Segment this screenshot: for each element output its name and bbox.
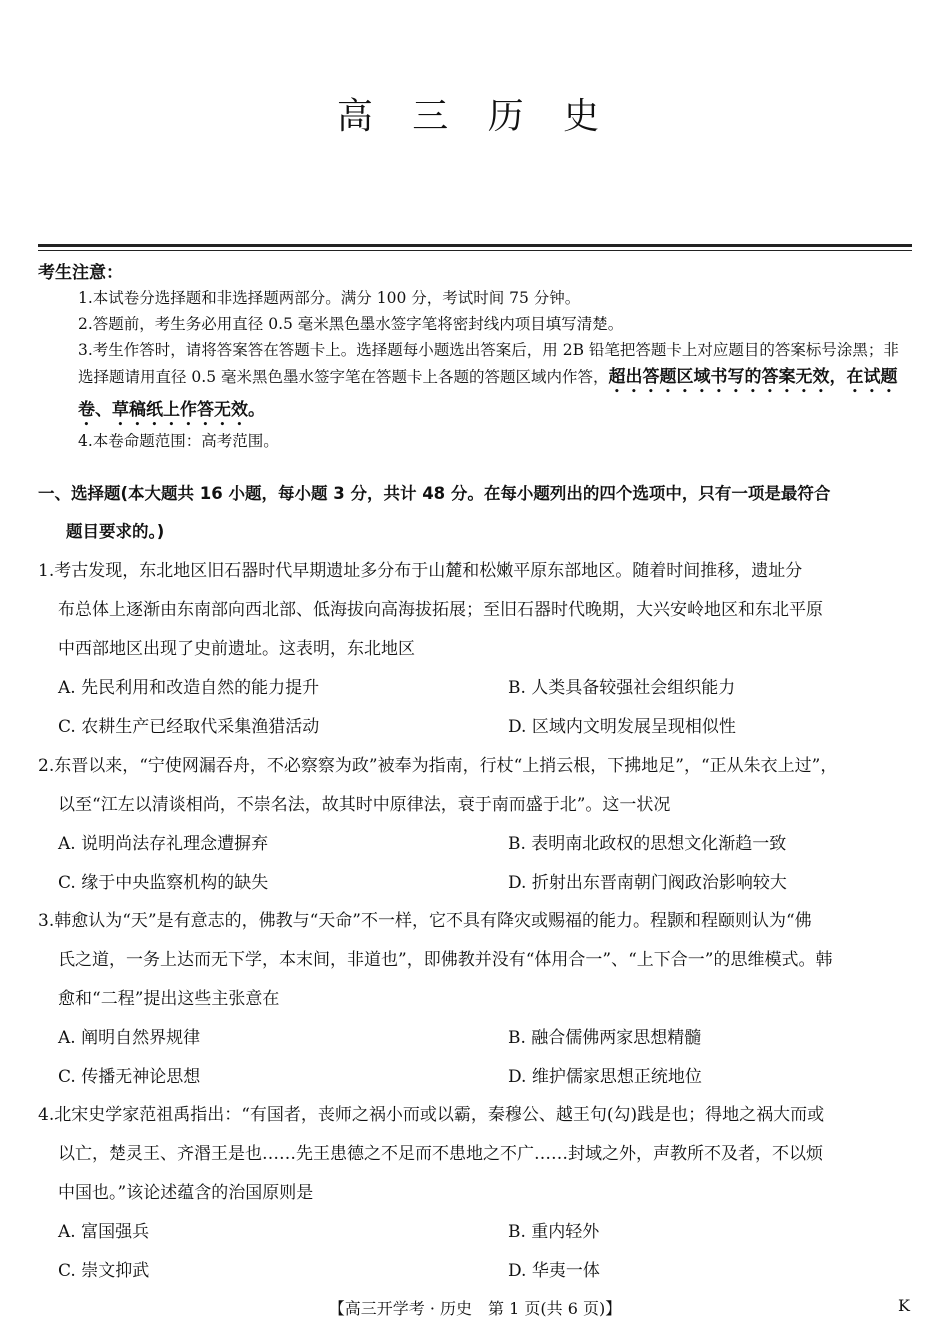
question-2-option-c[interactable]: C. 缘于中央监察机构的缺失 xyxy=(58,873,269,893)
question-2-line-2: 以至“江左以清谈相尚，不崇名法，故其时中原律法，衰于南而盛于北”。这一状况 xyxy=(58,795,671,815)
question-1-option-a[interactable]: A. 先民利用和改造自然的能力提升 xyxy=(58,678,320,698)
question-4-option-c[interactable]: C. 崇文抑武 xyxy=(58,1261,150,1281)
page-footer: 【高三开学考 · 历史 第 1 页(共 6 页)】 xyxy=(328,1299,622,1318)
notice-heading: 考生注意： xyxy=(38,263,123,283)
question-3-option-c[interactable]: C. 传播无神论思想 xyxy=(58,1067,201,1087)
header-rule-thick xyxy=(38,244,912,247)
question-3-option-b[interactable]: B. 融合儒佛两家思想精髓 xyxy=(508,1028,702,1048)
question-2-line-1: 2.东晋以来，“宁使网漏吞舟，不必察察为政”被奉为指南，行杖“上捎云根，下拂地足”，“正从朱衣上过”， xyxy=(38,756,838,776)
question-1-line-2: 布总体上逐渐由东南部向西北部、低海拔向高海拔拓展；至旧石器时代晚期，大兴安岭地区和东北平原 xyxy=(58,600,823,620)
question-3-line-3: 愈和“二程”提出这些主张意在 xyxy=(58,989,280,1009)
notice-item-3-emphasis: 超出答题区域书写的答案无效，在试题卷、草稿纸上作答无效。 xyxy=(78,366,898,420)
question-3-option-a[interactable]: A. 阐明自然界规律 xyxy=(58,1028,201,1048)
page-title: 高 三 历 史 xyxy=(336,96,614,137)
question-1-line-1: 1.考古发现，东北地区旧石器时代早期遗址多分布于山麓和松嫩平原东部地区。随着时间推移，遗址分 xyxy=(38,561,803,581)
question-1-option-d[interactable]: D. 区域内文明发展呈现相似性 xyxy=(508,717,736,737)
question-2-option-b[interactable]: B. 表明南北政权的思想文化渐趋一致 xyxy=(508,834,787,854)
section-heading-line-1: 一、选择题(本大题共 16 小题，每小题 3 分，共计 48 分。在每小题列出的四个选项中，只有一项是最符合 xyxy=(38,484,831,503)
question-4-option-b[interactable]: B. 重内轻外 xyxy=(508,1222,600,1242)
question-4-line-3: 中国也。”该论述蕴含的治国原则是 xyxy=(58,1183,314,1203)
notice-item-3-text: 3.考生作答时，请将答案答在答题卡上。选择题每小题选出答案后，用 2B 铅笔把答题卡上对应题目的答案标号涂黑；非选择题请用直径 0.5 毫米黑色墨水签字笔在答题卡上各题的答题区域内作答， xyxy=(78,341,899,386)
notice-item-1: 1.本试卷分选择题和非选择题两部分。满分 100 分，考试时间 75 分钟。 xyxy=(78,289,581,307)
notice-item-2: 2.答题前，考生务必用直径 0.5 毫米黑色墨水签字笔将密封线内项目填写清楚。 xyxy=(78,315,624,333)
header-rule-thin xyxy=(38,250,912,251)
question-1-option-b[interactable]: B. 人类具备较强社会组织能力 xyxy=(508,678,736,698)
question-4-option-d[interactable]: D. 华夷一体 xyxy=(508,1261,600,1281)
question-4-line-2: 以亡，楚灵王、齐湣王是也……先王患德之不足而不患地之不广……封域之外，声教所不及者，不以烦 xyxy=(58,1144,823,1164)
question-4-line-1: 4.北宋史学家范祖禹指出：“有国者，丧师之祸小而或以霸，秦穆公、越王句(勾)践是也；得地之祸大而或 xyxy=(38,1105,825,1125)
question-3-option-d[interactable]: D. 维护儒家思想正统地位 xyxy=(508,1067,702,1087)
question-4-option-a[interactable]: A. 富国强兵 xyxy=(58,1222,150,1242)
paper-code: K xyxy=(898,1296,910,1315)
question-3-line-1: 3.韩愈认为“天”是有意志的，佛教与“天命”不一样，它不具有降灾或赐福的能力。程颢和程颐则认为“佛 xyxy=(38,911,812,931)
notice-item-4: 4.本卷命题范围：高考范围。 xyxy=(78,432,279,450)
question-2-option-a[interactable]: A. 说明尚法存礼理念遭摒弃 xyxy=(58,834,269,854)
question-2-option-d[interactable]: D. 折射出东晋南朝门阀政治影响较大 xyxy=(508,873,787,893)
question-1-option-c[interactable]: C. 农耕生产已经取代采集渔猎活动 xyxy=(58,717,320,737)
section-heading-line-2: 题目要求的。) xyxy=(66,522,165,541)
question-1-line-3: 中西部地区出现了史前遗址。这表明，东北地区 xyxy=(58,639,415,659)
question-3-line-2: 氏之道，一务上达而无下学，本末间，非道也”，即佛教并没有“体用合一”、“上下合一”的思维模式。韩 xyxy=(58,950,833,970)
notice-item-3 xyxy=(78,337,914,430)
